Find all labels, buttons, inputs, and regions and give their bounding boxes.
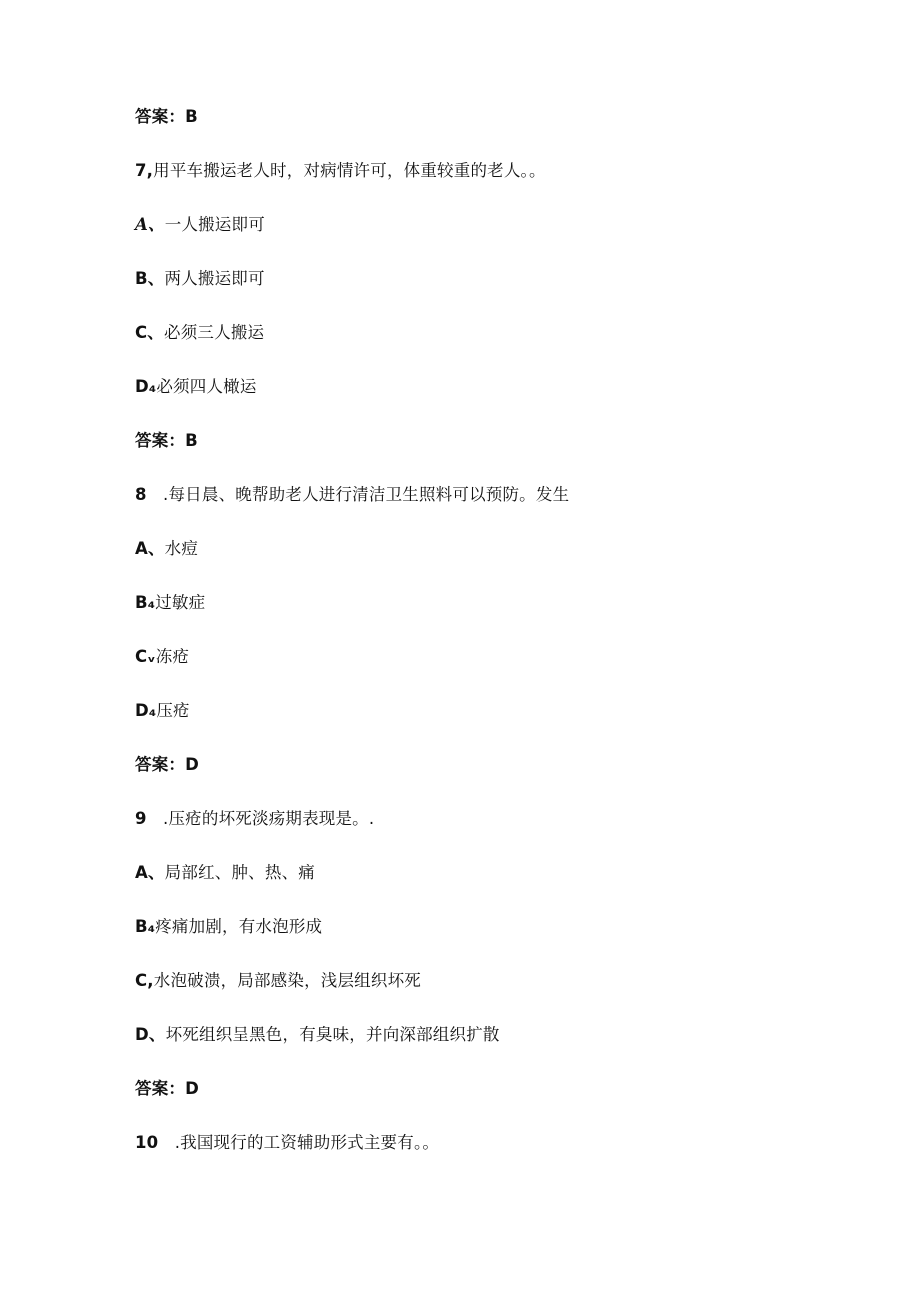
question-10: 10 .我国现行的工资辅助形式主要有。。 [135,1133,440,1152]
option-b: B₄过敏症 [135,593,206,612]
answer-line: 答案：D [135,1079,200,1098]
question-7: 7,用平车搬运老人时，对病情许可，体重较重的老人。。 [135,161,546,180]
answer-line: 答案：B [135,431,198,450]
option-a: A、一人搬运即可 [135,215,265,234]
option-a: A、局部红、肿、热、痛 [135,863,315,882]
option-c: Cᵥ冻疮 [135,647,190,666]
question-8: 8 .每日晨、晚帮助老人进行清洁卫生照料可以预防。发生 [135,485,570,504]
option-d: D₄压疮 [135,701,190,720]
option-d: D、坏死组织呈黑色，有臭味，并向深部组织扩散 [135,1025,500,1044]
option-b: B、两人搬运即可 [135,269,265,288]
answer-line: 答案：B [135,107,198,126]
answer-line: 答案：D [135,755,200,774]
option-a: A、水痘 [135,539,199,558]
option-c: C、必须三人搬运 [135,323,265,342]
question-9: 9 .压疮的坏死淡疡期表现是。. [135,809,375,828]
option-b: B₄疼痛加剧，有水泡形成 [135,917,323,936]
option-c: C,水泡破溃，局部感染，浅层组织坏死 [135,971,421,990]
option-d: D₄必须四人橄运 [135,377,257,396]
